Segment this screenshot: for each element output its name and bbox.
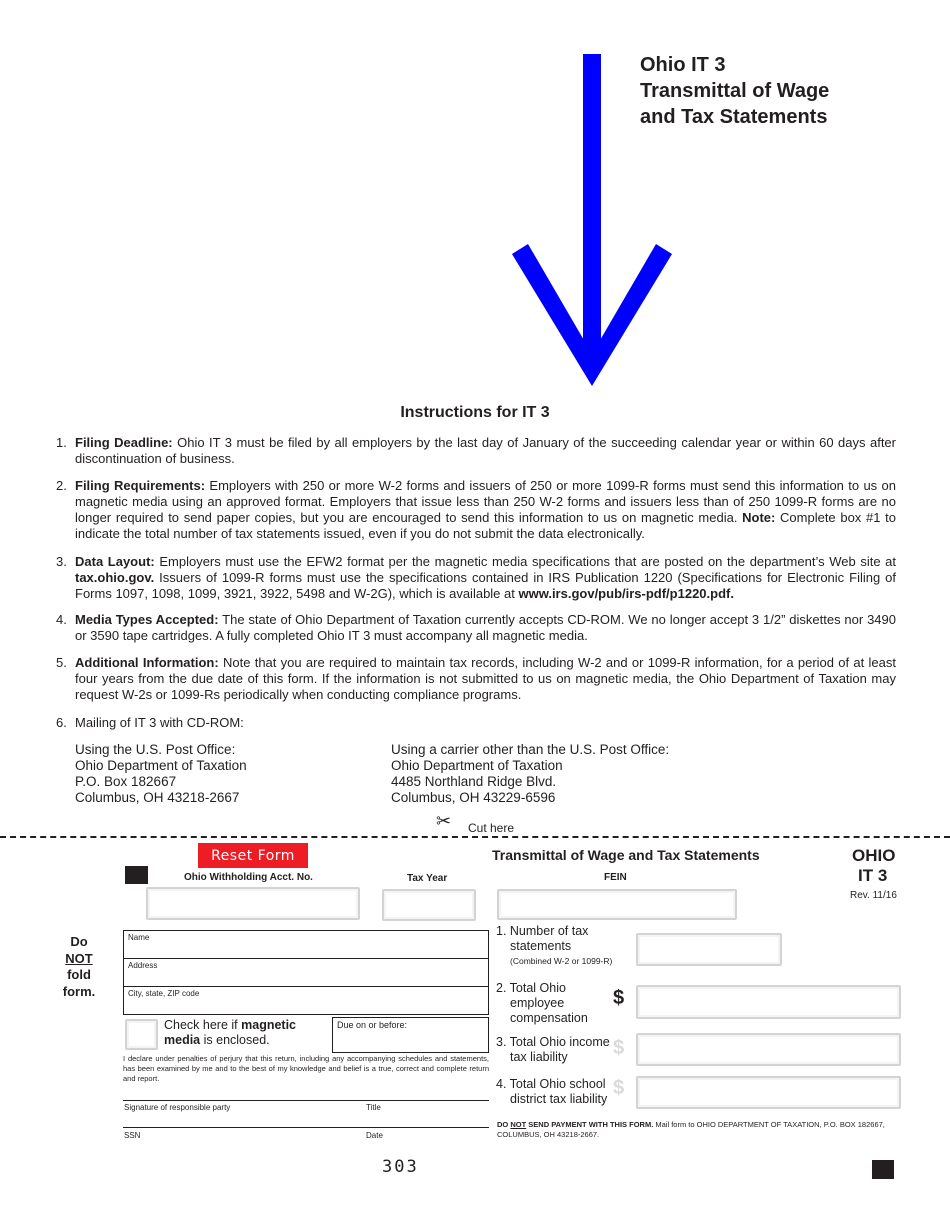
cut-line [0, 836, 950, 838]
tax-year-input[interactable] [382, 889, 476, 921]
ssn-line [123, 1127, 489, 1128]
do-not-fold-notice: Do NOT fold form. [62, 934, 96, 999]
form-title: Transmittal of Wage and Tax Statements [492, 847, 760, 863]
down-arrow-icon [512, 54, 672, 389]
tax-statements-count-input[interactable] [636, 933, 782, 966]
line-4-label: 4. Total Ohio school district tax liability [496, 1077, 608, 1106]
city-label: City, state, ZIP code [128, 989, 200, 998]
instruction-item-4: 4. Media Types Accepted: The state of Ohio Department of Taxation currently accepts CD-ROM. We no longer accept 3 1/2” diskettes nor 3490 or 3590 tape cartridges. A fully completed Ohio IT 3 must accompany all magnetic media. [56, 612, 896, 643]
ssn-label: SSN [124, 1131, 141, 1140]
title-line-3: and Tax Statements [640, 106, 828, 128]
cut-here-label: Cut here [468, 821, 515, 835]
ohio-label: OHIO [852, 846, 896, 865]
line-2-label: 2. Total Ohio employee compensation [496, 981, 588, 1025]
name-address-block [123, 930, 489, 1015]
instruction-item-5: 5. Additional Information: Note that you are required to maintain tax records, including W-2 and or 1099-R information, for a period of at least four years from the due date of this form. If the information is not submitted to us on magnetic media, the Ohio Department of Taxation may request W-2s or 1099-Rs periodically when conducting compliance programs. [56, 655, 896, 702]
instruction-item-2: 2. Filing Requirements: Employers with 250 or more W-2 forms and issuers of 250 or more 1099-R forms must send this information to us on magnetic media using an approved format. Employers that issue less than 250 W-2 forms and issuers less than of 250 1099-R forms are no longer required to send paper copies, but you are encouraged to send this information to us on magnetic media. Note: Complete box #1 to indicate the total number of tax statements issued, even if you do not submit the data electronically. [56, 478, 897, 541]
line-3-label: 3. Total Ohio income tax liability [496, 1035, 610, 1064]
line-1-label: 1. Number of tax statements (Combined W-2 or 1099-R) [496, 924, 613, 966]
magnetic-media-label: Check here if magnetic media is enclosed. [164, 1018, 297, 1047]
instructions-heading: Instructions for IT 3 [400, 404, 550, 421]
school-district-tax-input[interactable] [636, 1076, 901, 1109]
name-input[interactable] [164, 937, 486, 957]
title-line-2: Transmittal of Wage [640, 80, 830, 102]
dollar-sign: $ [613, 987, 625, 1009]
address-label: Address [128, 961, 158, 970]
magnetic-media-checkbox[interactable] [125, 1019, 158, 1050]
acct-number-input[interactable] [146, 887, 360, 920]
dollar-sign: $ [613, 1037, 625, 1059]
name-label: Name [128, 933, 150, 942]
acct-label: Ohio Withholding Acct. No. [184, 872, 313, 883]
revision: Rev. 11/16 [850, 890, 897, 901]
title-label: Title [366, 1103, 381, 1112]
scissors-icon: ✂ [436, 811, 452, 831]
signature-line [123, 1100, 489, 1101]
city-input[interactable] [224, 993, 486, 1013]
employee-compensation-input[interactable] [636, 985, 901, 1019]
payment-notice: DO NOT SEND PAYMENT WITH THIS FORM. Mail form to OHIO DEPARTMENT OF TAXATION, P.O. BOX 182667, COLUMBUS, OH 43218-2667. [497, 1120, 885, 1139]
fein-input[interactable] [497, 889, 737, 920]
page-code: 303 [382, 1157, 419, 1177]
instruction-item-1: 1. Filing Deadline: Ohio IT 3 must be filed by all employers by the last day of January of the succeeding calendar year or within 60 days after discontinuation of business. [56, 435, 896, 466]
address-input[interactable] [164, 965, 486, 985]
date-label: Date [366, 1131, 383, 1140]
due-date-box [332, 1017, 489, 1053]
due-label: Due on or before: [337, 1020, 408, 1030]
declaration-text: I declare under penalties of perjury that this return, including any accompanying schedules and statements, has been examined by me and to the best of my knowledge and belief is a true, correct and complete return and report. [123, 1054, 489, 1083]
dollar-sign: $ [613, 1077, 625, 1099]
registration-mark [872, 1160, 894, 1179]
tax-year-label: Tax Year [407, 873, 448, 884]
registration-mark [125, 866, 148, 884]
fein-label: FEIN [604, 872, 627, 883]
instruction-item-6: 6. Mailing of IT 3 with CD-ROM: [56, 715, 244, 730]
mail-usps-address: Using the U.S. Post Office: Ohio Department of Taxation P.O. Box 182667 Columbus, OH 43218-2667 [75, 742, 247, 805]
mail-carrier-address: Using a carrier other than the U.S. Post Office: Ohio Department of Taxation 4485 Northland Ridge Blvd. Columbus, OH 43229-6596 [391, 742, 670, 805]
instruction-item-3: 3. Data Layout: Employers must use the EFW2 format per the magnetic media specifications that are posted on the department’s Web site at tax.ohio.gov. Issuers of 1099-R forms must use the specifications contained in IRS Publication 1220 (Specifications for Electronic Filing of Forms 1097, 1098, 1099, 3921, 3922, 5498 and W-2G), which is available at www.irs.gov/pub/irs-pdf/p1220.pdf. [56, 554, 897, 601]
reset-form-button[interactable]: Reset Form [198, 843, 308, 868]
title-line-1: Ohio IT 3 [640, 54, 726, 76]
income-tax-liability-input[interactable] [636, 1033, 901, 1066]
signature-label: Signature of responsible party [124, 1103, 231, 1112]
it3-label: IT 3 [858, 866, 888, 885]
